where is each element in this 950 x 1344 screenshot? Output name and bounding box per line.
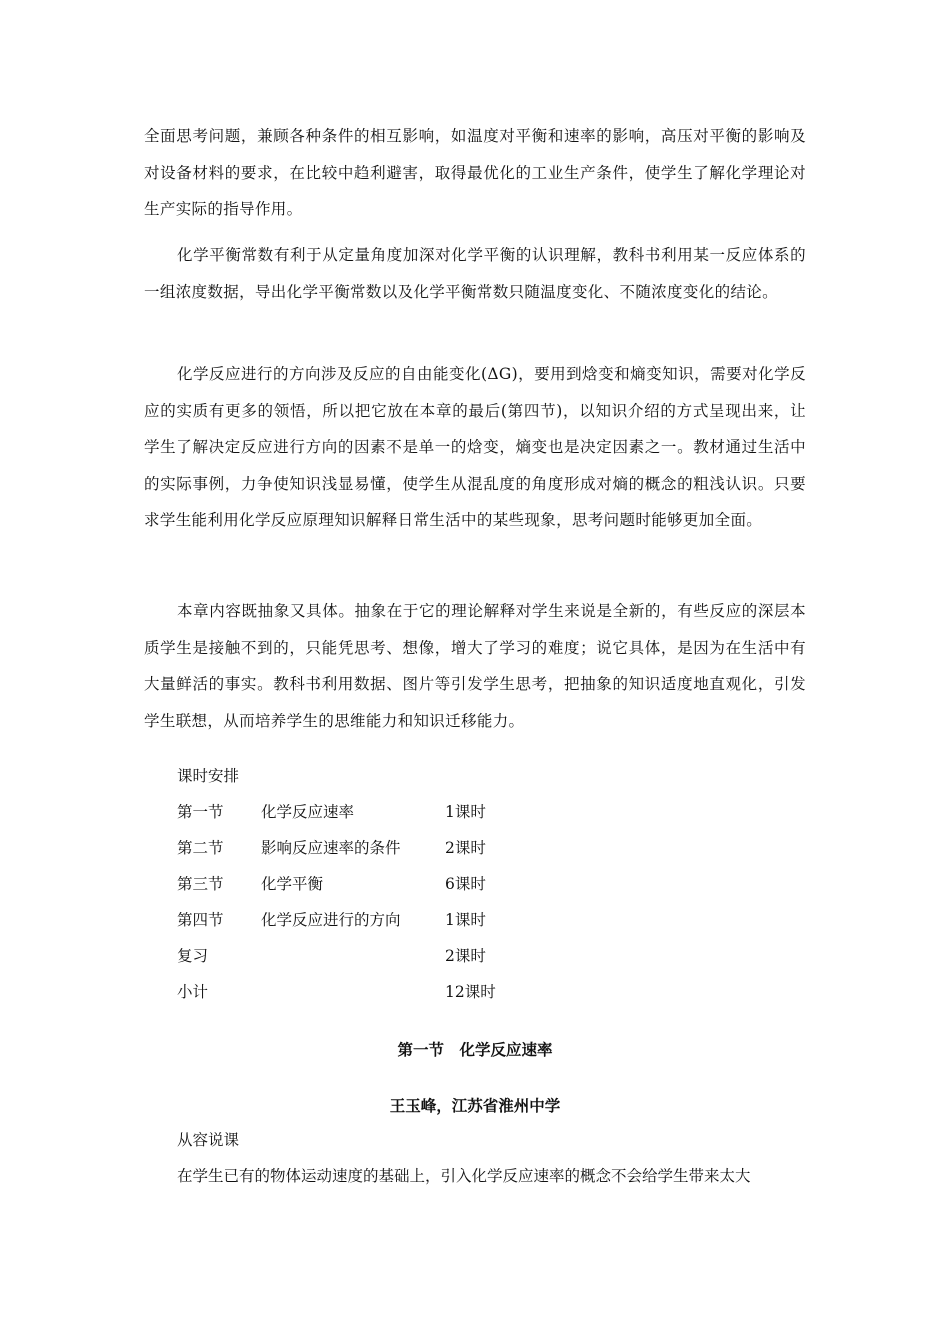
schedule-hours: 1课时 [445, 803, 486, 821]
schedule-title: 课时安排 [177, 767, 240, 785]
schedule-topic: 化学反应进行的方向 [261, 911, 401, 929]
schedule-section: 第二节 [177, 839, 224, 857]
schedule-section: 小计 [177, 983, 209, 1001]
schedule-hours: 12课时 [445, 983, 496, 1001]
schedule-section: 第一节 [177, 803, 224, 821]
author-line: 王玉峰，江苏省淮州中学 [389, 1097, 561, 1115]
last-paragraph: 在学生已有的物体运动速度的基础上，引入化学反应速率的概念不会给学生带来太大 [177, 1167, 751, 1185]
schedule-section: 第四节 [177, 911, 224, 929]
schedule-topic: 影响反应速率的条件 [261, 839, 401, 857]
paragraph-2: 化学平衡常数有利于从定量角度加深对化学平衡的认识理解，教科书利用某一反应体系的一组浓度数据，导出化学平衡常数以及化学平衡常数只随温度变化、不随浓度变化的结论。 [144, 246, 806, 301]
schedule-section: 第三节 [177, 875, 224, 893]
schedule-hours: 2课时 [445, 947, 486, 965]
schedule-topic: 化学平衡 [261, 875, 324, 893]
section-heading: 第一节 化学反应速率 [397, 1041, 553, 1059]
schedule-hours: 1课时 [445, 911, 486, 929]
schedule-section: 复习 [177, 947, 209, 965]
paragraph-3: 化学反应进行的方向涉及反应的自由能变化(ΔG)，要用到焓变和熵变知识，需要对化学反应的实质有更多的领悟，所以把它放在本章的最后(第四节)，以知识介绍的方式呈现出来，让学生了解决定反应进行方向的因素不是单一的焓变，熵变也是决定因素之一。教材通过生活中的实际事例，力争使知识浅显易懂，使学生从混乱度的角度形成对熵的概念的粗浅认识。只要求学生能利用化学反应原理知识解释日常生活中的某些现象，思考问题时能够更加全面。 [144, 365, 807, 529]
paragraph-4: 本章内容既抽象又具体。抽象在于它的理论解释对学生来说是全新的，有些反应的深层本质学生是接触不到的，只能凭思考、想像，增大了学习的难度；说它具体，是因为在生活中有大量鲜活的事实。教科书利用数据、图片等引发学生思考，把抽象的知识适度地直观化，引发学生联想，从而培养学生的思维能力和知识迁移能力。 [144, 602, 806, 730]
subheading: 从容说课 [177, 1131, 240, 1149]
schedule-topic: 化学反应速率 [261, 803, 355, 821]
schedule-hours: 2课时 [445, 839, 486, 857]
paragraph-1: 全面思考问题，兼顾各种条件的相互影响，如温度对平衡和速率的影响，高压对平衡的影响及对设备材料的要求，在比较中趋利避害，取得最优化的工业生产条件，使学生了解化学理论对生产实际的指导作用。 [144, 127, 806, 218]
schedule-hours: 6课时 [445, 875, 486, 893]
